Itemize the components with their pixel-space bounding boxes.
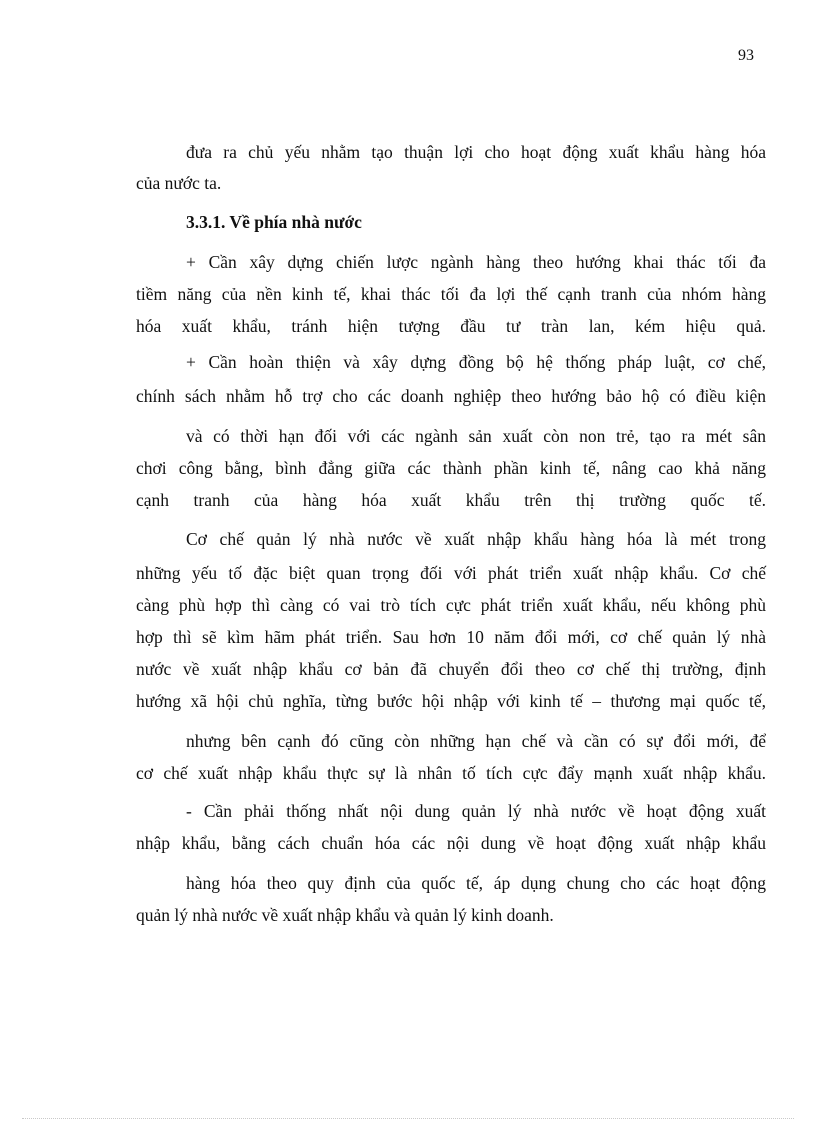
section-heading: 3.3.1. Về phía nhà nước xyxy=(186,212,362,232)
body-line: Cơ chế quản lý nhà nước về xuất nhập khẩu hàng hóa là mét trong xyxy=(186,529,766,549)
body-line: - Cần phải thống nhất nội dung quản lý nhà nước về hoạt động xuất xyxy=(186,801,766,821)
body-line: tiềm năng của nền kinh tế, khai thác tối đa lợi thế cạnh tranh của nhóm hàng xyxy=(136,284,766,304)
body-line: quản lý nhà nước về xuất nhập khẩu và quản lý kinh doanh. xyxy=(136,905,554,925)
body-line: những yếu tố đặc biệt quan trọng đối với phát triển xuất nhập khẩu. Cơ chế xyxy=(136,563,766,583)
body-line: chơi công bằng, bình đẳng giữa các thành phần kinh tế, nâng cao khả năng xyxy=(136,458,766,478)
body-line: và có thời hạn đối với các ngành sản xuất còn non trẻ, tạo ra mét sân xyxy=(186,426,766,446)
body-line: càng phù hợp thì càng có vai trò tích cực phát triển xuất khẩu, nếu không phù xyxy=(136,595,766,615)
bottom-divider xyxy=(22,1118,794,1119)
body-line: nhưng bên cạnh đó cũng còn những hạn chế và cần có sự đổi mới, để xyxy=(186,731,766,751)
body-line: nhập khẩu, bằng cách chuẩn hóa các nội dung về hoạt động xuất nhập khẩu xyxy=(136,833,766,853)
body-line: + Cần xây dựng chiến lược ngành hàng theo hướng khai thác tối đa xyxy=(186,252,766,272)
body-line: hợp thì sẽ kìm hãm phát triển. Sau hơn 10 năm đổi mới, cơ chế quản lý nhà xyxy=(136,627,766,647)
body-line: của nước ta. xyxy=(136,173,222,193)
body-line: hóa xuất khẩu, tránh hiện tượng đầu tư tràn lan, kém hiệu quả. xyxy=(136,316,766,336)
body-line: cơ chế xuất nhập khẩu thực sự là nhân tố tích cực đẩy mạnh xuất nhập khẩu. xyxy=(136,763,766,783)
body-line: cạnh tranh của hàng hóa xuất khẩu trên thị trường quốc tế. xyxy=(136,490,766,510)
body-line: hướng xã hội chủ nghĩa, từng bước hội nhập với kinh tế – thương mại quốc tế, xyxy=(136,691,766,711)
body-line: chính sách nhằm hỗ trợ cho các doanh nghiệp theo hướng bảo hộ có điều kiện xyxy=(136,386,766,406)
body-line: + Cần hoàn thiện và xây dựng đồng bộ hệ thống pháp luật, cơ chế, xyxy=(186,352,766,372)
body-line: hàng hóa theo quy định của quốc tế, áp dụng chung cho các hoạt động xyxy=(186,873,766,893)
body-line: nước về xuất nhập khẩu cơ bản đã chuyển đổi theo cơ chế thị trường, định xyxy=(136,659,766,679)
page-number: 93 xyxy=(738,47,754,64)
body-line: đưa ra chủ yếu nhằm tạo thuận lợi cho hoạt động xuất khẩu hàng hóa xyxy=(186,142,766,162)
